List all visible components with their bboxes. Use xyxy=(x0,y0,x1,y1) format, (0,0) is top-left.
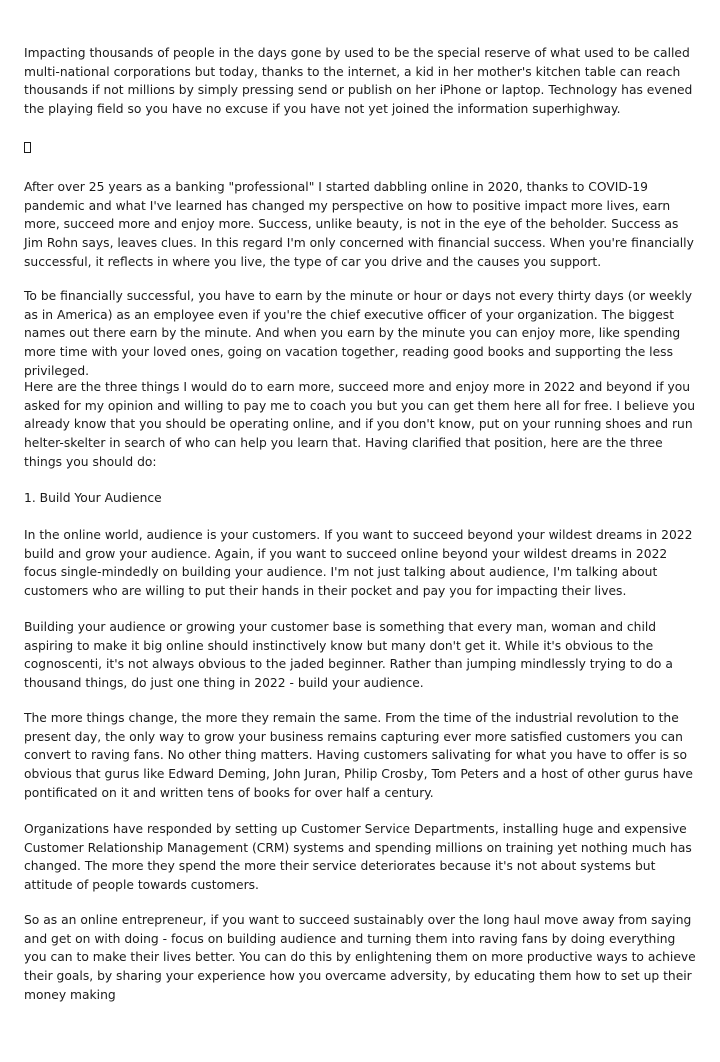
paragraph-banking-background: After over 25 years as a banking "professional" I started dabbling online in 2020, thanks to COVID-19 pandemic and what I've learned has changed my perspective on how to positive impact more lives, earn more, succeed more and enjoy more. Success, unlike beauty, is not in the eye of the beholder. Success as Jim Rohn says, leaves clues. In this regard I'm only concerned with financial success. When you're financially successful, it reflects in where you live, the type of car you drive and the causes you support. xyxy=(24,180,694,269)
article-body xyxy=(0,44,720,1002)
missing-glyph-icon xyxy=(24,140,698,156)
section-heading-build-audience: 1. Build Your Audience xyxy=(24,491,162,505)
paragraph-organizations: Organizations have responded by setting up Customer Service Departments, installing huge and expensive Customer Relationship Management (CRM) systems and spending millions on training yet nothing much has changed. The more they spend the more their service deteriorates because it's not about systems but attitude of people towards customers. xyxy=(24,822,692,893)
paragraph-industrial-revolution: The more things change, the more they remain the same. From the time of the industrial revolution to the present day, the only way to grow your business remains capturing ever more satisfied customers you can convert to raving fans. No other thing matters. Having customers salivating for what you have to offer is so obvious that gurus like Edward Deming, John Juran, Philip Crosby, Tom Peters and a host of other gurus have pontificated on it and written tens of books for over half a century. xyxy=(24,711,693,800)
paragraph-customer-base: Building your audience or growing your customer base is something that every man, woman and child aspiring to make it big online should instinctively know but many don't get it. While it's obvious to the cognoscenti, it's not always obvious to the jaded beginner. Rather than jumping mindlessly trying to do a thousand things, do just one thing in 2022 - build your audience. xyxy=(24,620,673,691)
paragraph-financial-success: To be financially successful, you have to earn by the minute or hour or days not every thirty days (or weekly as in America) as an employee even if you're the chief executive officer of your organization. The biggest names out there earn by the minute. And when you earn by the minute you can enjoy more, like spending more time with your loved ones, going on vacation together, reading good books and supporting the less privileged. xyxy=(24,289,693,378)
paragraph-online-entrepreneur: So as an online entrepreneur, if you want to succeed sustainably over the long haul move away from saying and get on with doing - focus on building audience and turning them into raving fans by doing everything you can to make their lives better. You can do this by enlightening them on more productive ways to achieve their goals, by sharing your experience how you overcame adversity, by educating them how to set up their money making xyxy=(24,913,696,1002)
paragraph-intro: Impacting thousands of people in the days gone by used to be the special reserve of what used to be called multi-national corporations but today, thanks to the internet, a kid in her mother's kitchen table can reach thousands if not millions by simply pressing send or publish on her iPhone or laptop. Technology has evened the playing field so you have no excuse if you have not yet joined the information superhighway. xyxy=(24,46,693,117)
paragraph-three-things: Here are the three things I would do to earn more, succeed more and enjoy more in 2022 and beyond if you asked for my opinion and willing to pay me to coach you but you can get them here all for free. I believe you already know that you should be operating online, and if you don't know, put on your running shoes and run helter-skelter in search of who can help you learn that. Having clarified that position, here are the three things you should do: xyxy=(24,380,696,469)
paragraph-online-audience: In the online world, audience is your customers. If you want to succeed beyond your wildest dreams in 2022 build and grow your audience. Again, if you want to succeed online beyond your wildest dreams in 2022 focus single-mindedly on building your audience. I'm not just talking about audience, I'm talking about customers who are willing to put their hands in their pocket and pay you for impacting their lives. xyxy=(24,528,693,599)
